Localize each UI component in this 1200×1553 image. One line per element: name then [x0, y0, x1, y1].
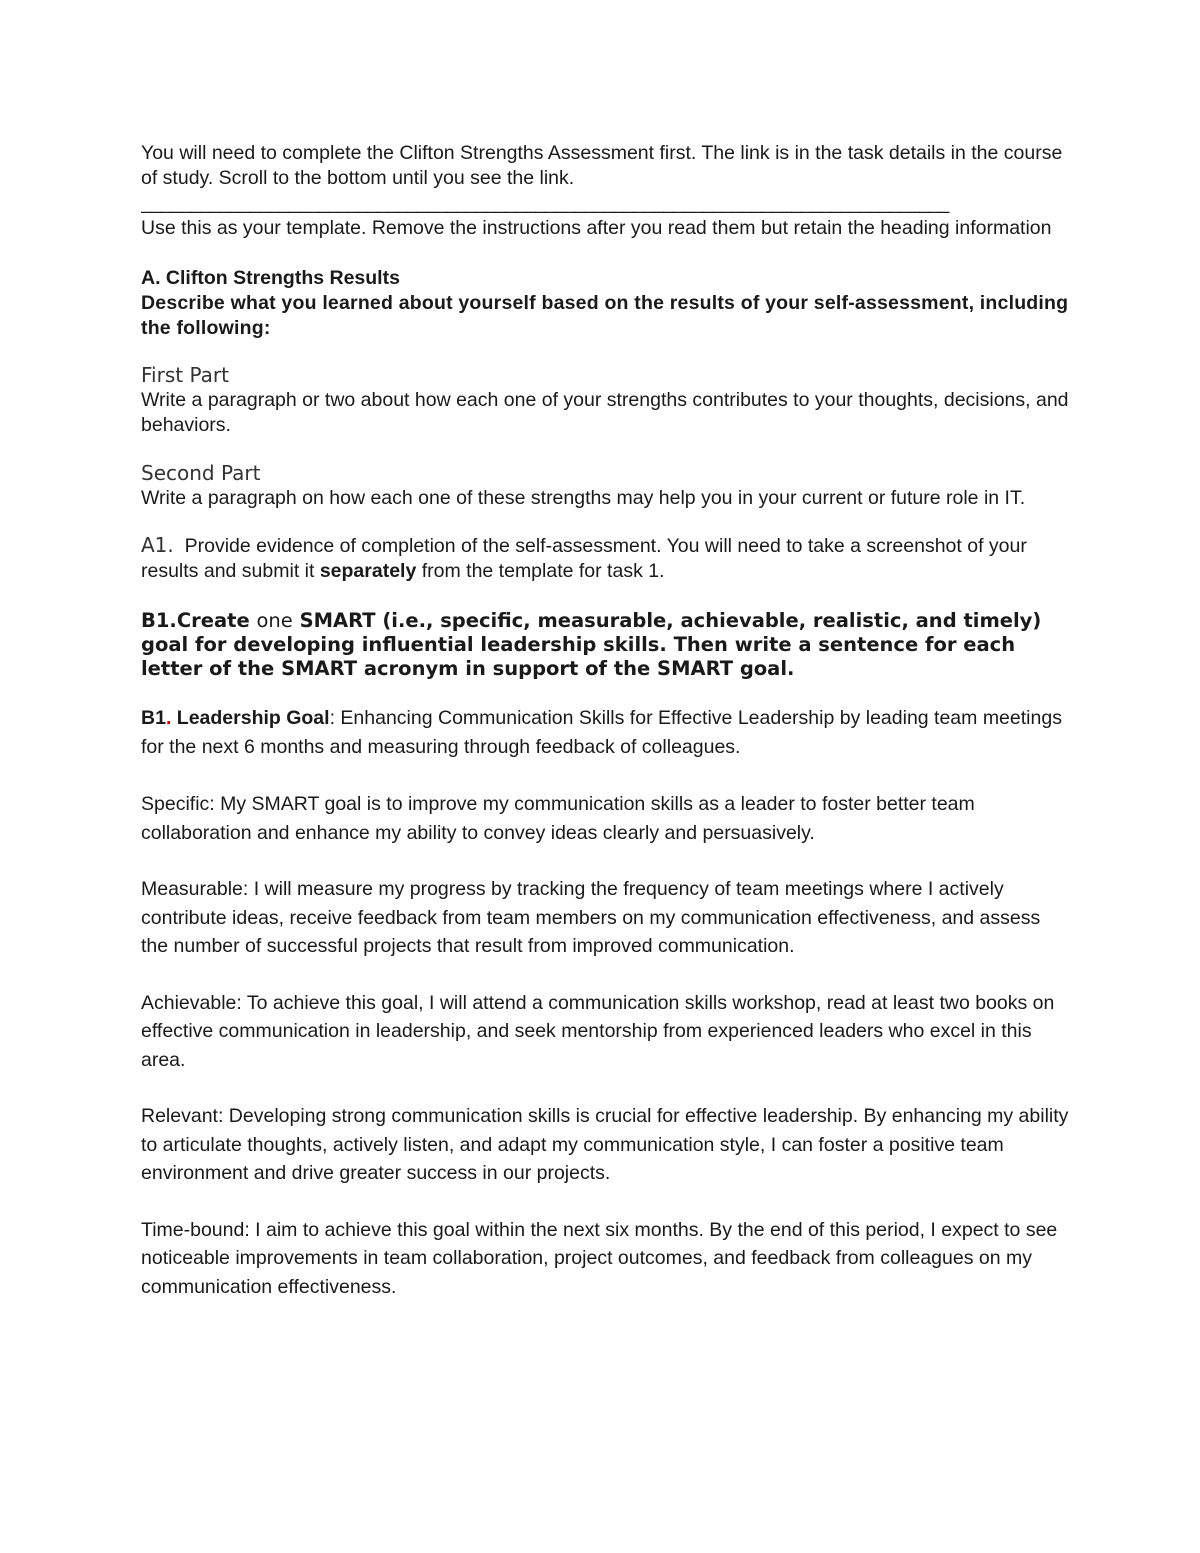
b1-one-word: one	[256, 609, 293, 632]
a1-emphasis: separately	[319, 560, 417, 582]
leadership-goal-paragraph	[141, 704, 1071, 762]
smart-achievable: Achievable: To achieve this goal, I will attend a communication skills workshop, read at least two books on effective communication in leadership, and seek mentorship from experienced leaders who excel in this area.	[141, 991, 1055, 1071]
smart-measurable: Measurable: I will measure my progress by tracking the frequency of team meetings where I actively contribute ideas, receive feedback from team members on my communication effectiveness, and assess the number of successful projects that result from improved communication.	[141, 878, 1041, 957]
second-part-body: Write a paragraph on how each one of these strengths may help you in your current or future role in IT.	[141, 487, 1026, 509]
smart-relevant: Relevant: Developing strong communication skills is crucial for effective leadership. By enhancing my ability to articulate thoughts, actively listen, and adapt my communication style, I can foster a positive team environment and drive greater success in our projects.	[141, 1105, 1069, 1184]
a1-paragraph	[141, 533, 1071, 584]
intro-line: You will need to complete the Clifton Strengths Assessment first. The link is in the task details in the course of study. Scroll to the bottom until you see the link.	[141, 142, 1063, 189]
b1-instruction	[141, 609, 1071, 681]
a1-label: A1.	[141, 533, 174, 557]
first-part-body: Write a paragraph or two about how each one of your strengths contributes to your thoughts, decisions, and behaviors.	[141, 389, 1069, 436]
section-a-description: Describe what you learned about yourself based on the results of your self-assessment, including the following:	[141, 292, 1069, 339]
section-a-title: A. Clifton Strengths Results	[141, 267, 400, 289]
template-note: Use this as your template. Remove the instructions after you read them but retain the heading information	[141, 217, 1052, 239]
smart-specific: Specific: My SMART goal is to improve my communication skills as a leader to foster better team collaboration and enhance my ability to convey ideas clearly and persuasively.	[141, 793, 975, 844]
goal-label-dot: .	[165, 707, 172, 729]
goal-title: Leadership Goal	[176, 707, 330, 729]
smart-time-bound: Time-bound: I aim to achieve this goal within the next six months. By the end of this period, I expect to see noticeable improvements in team collaboration, project outcomes, and feedback from colleagues on my communication effectiveness.	[141, 1218, 1058, 1298]
second-part-section	[141, 460, 1071, 511]
second-part-heading: Second Part	[141, 461, 261, 485]
b1-instruction-rest: SMART (i.e., specific, measurable, achievable, realistic, and timely) goal for developing influential leadership skills. Then write a sentence for each letter of the SMART acronym in support of the SMART goal.	[141, 609, 1042, 680]
first-part-section	[141, 362, 1071, 438]
b1-instruction-label: B1.	[141, 609, 177, 632]
a1-text-before: Provide evidence of completion of the self-assessment. You will need to take a screenshot of your results and submit it	[141, 535, 1027, 582]
first-part-heading: First Part	[141, 363, 229, 387]
goal-label: B1	[141, 707, 166, 729]
b1-create-word: Create	[176, 609, 250, 632]
document-body	[141, 141, 1071, 1301]
goal-text: : Enhancing Communication Skills for Effective Leadership by leading team meetings for the next 6 months and measuring through feedback of colleagues.	[141, 707, 1062, 758]
a1-text-after: from the template for task 1.	[421, 560, 665, 582]
separator-rule: __________________________________________________________________________________	[141, 192, 949, 214]
